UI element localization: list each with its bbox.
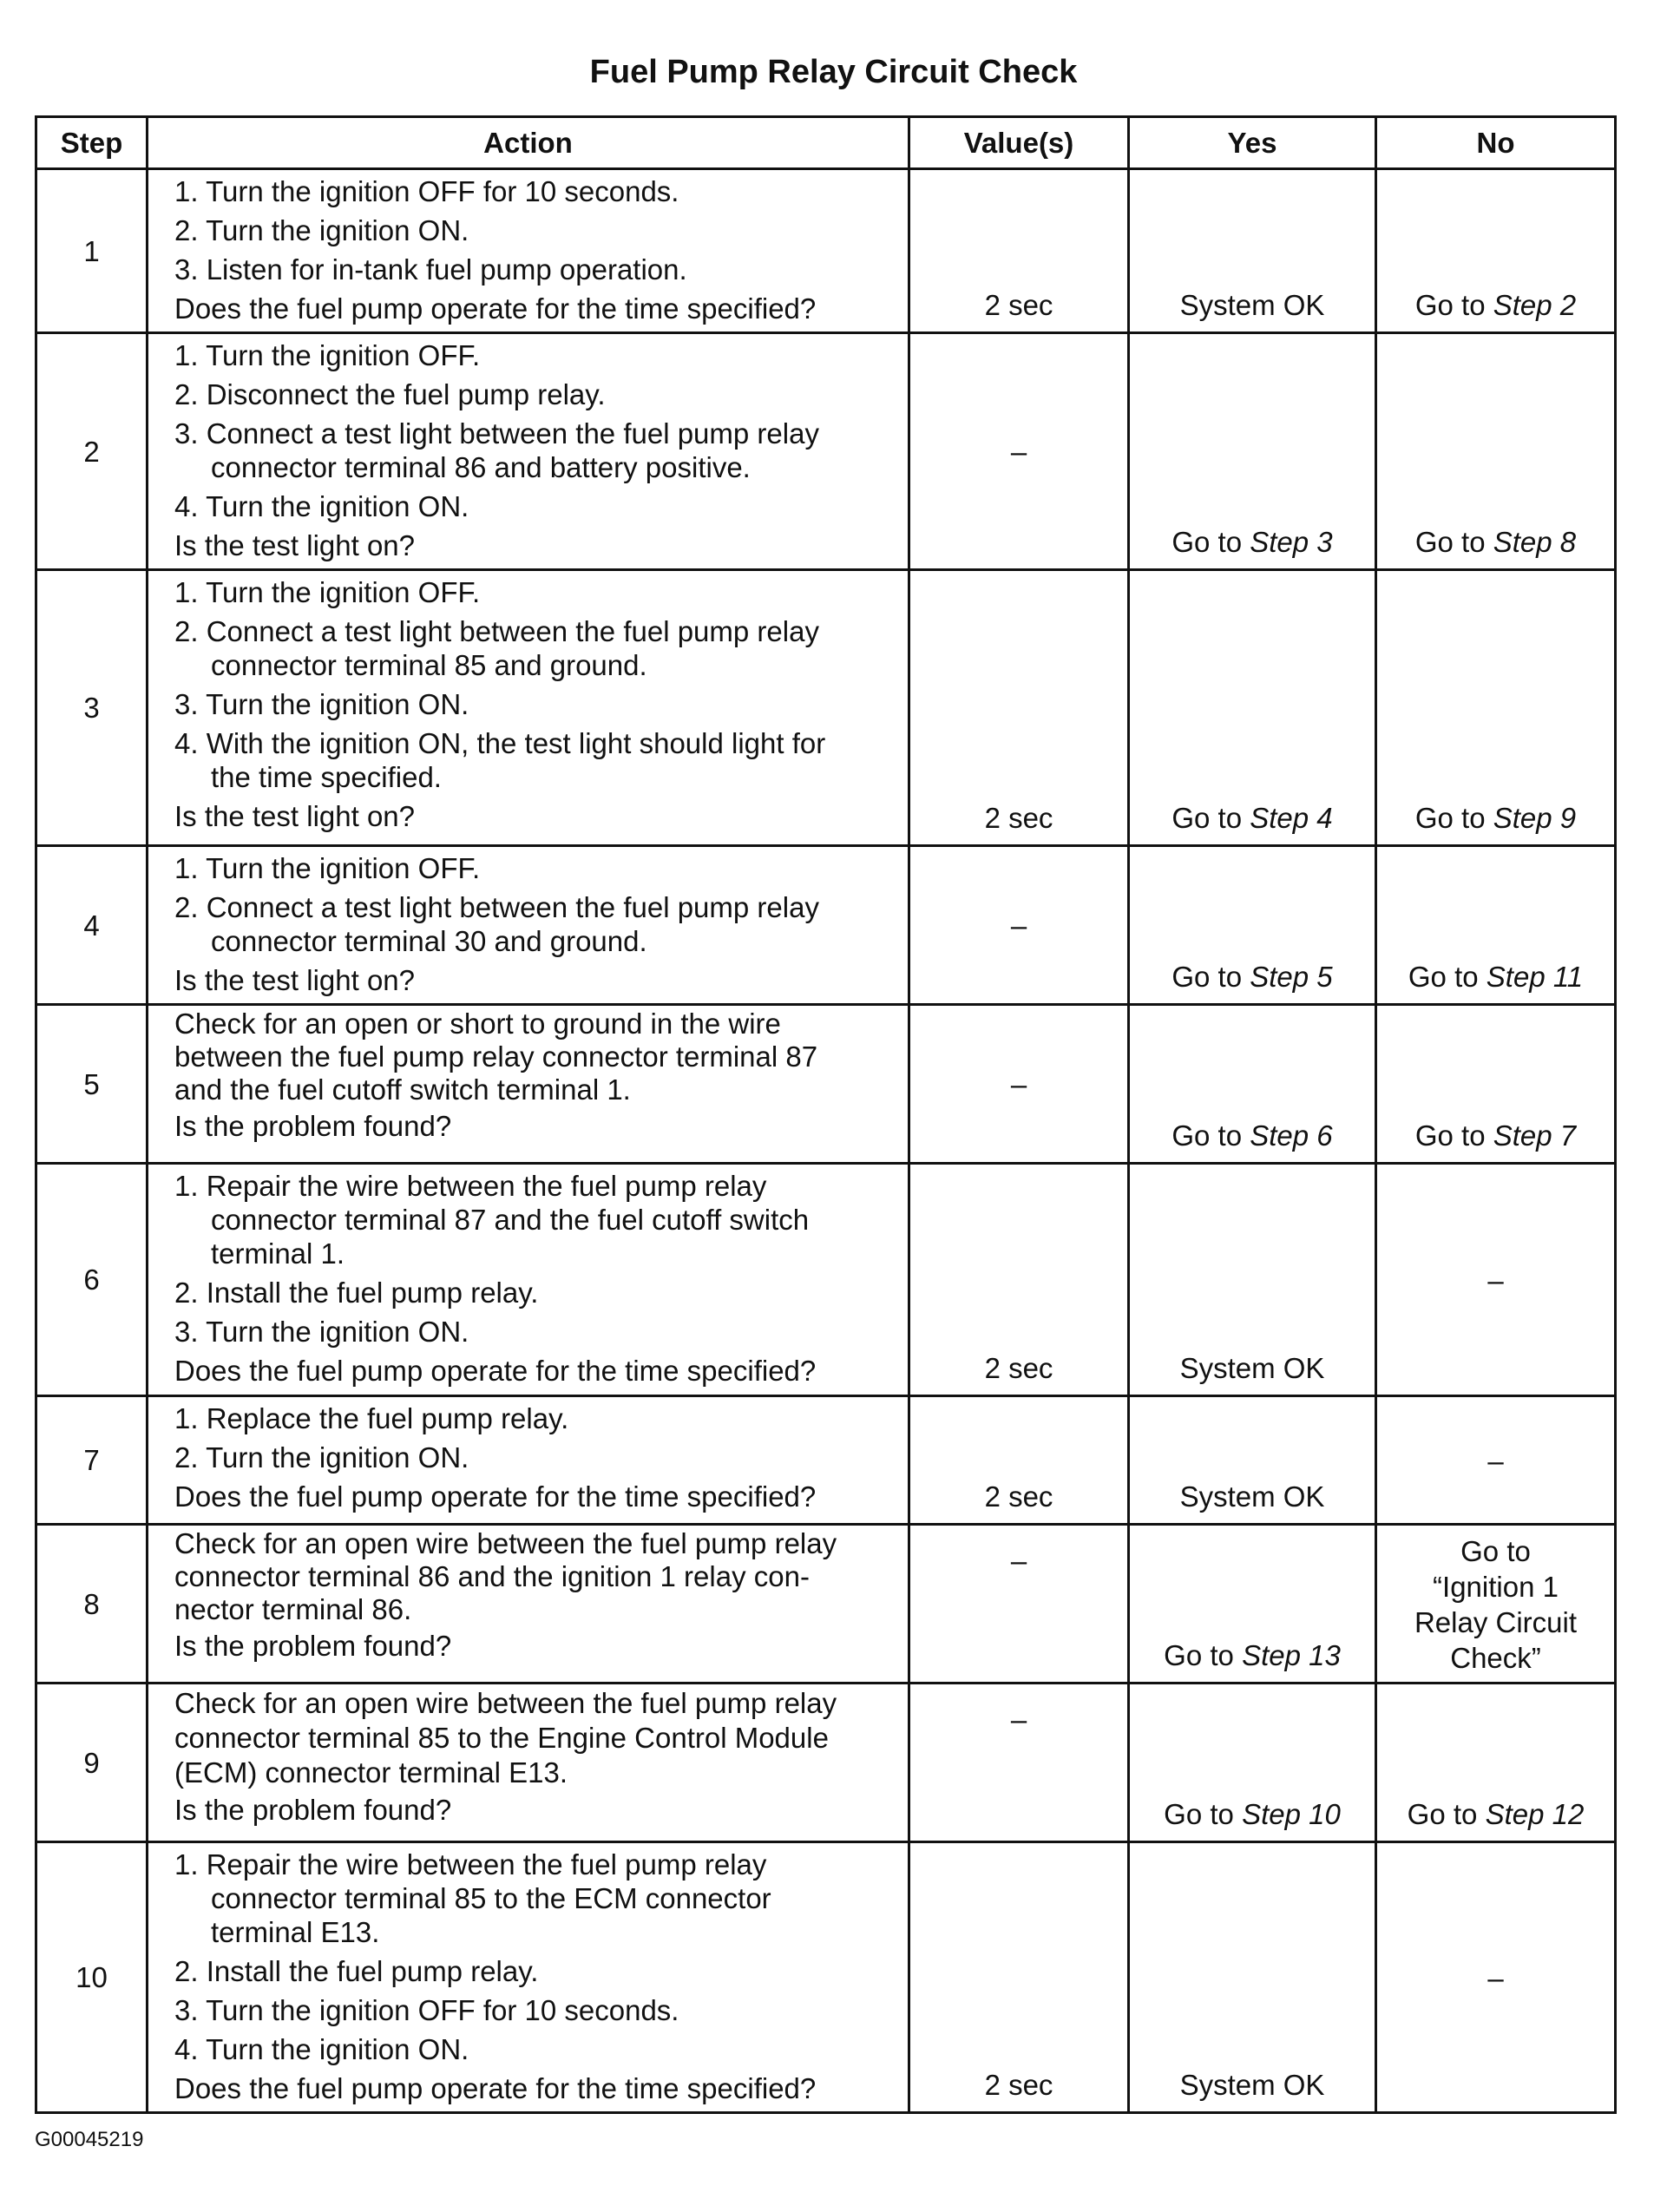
yes-cell: System OK	[1129, 1396, 1376, 1525]
step-link[interactable]: Step 3	[1250, 526, 1333, 558]
action-question: Is the test light on?	[174, 529, 416, 561]
action-cell	[148, 1396, 909, 1525]
action-text-cont: connector terminal 85 to the ECM connector	[211, 1882, 771, 1914]
action-text: 2. Connect a test light between the fuel pump relay	[174, 891, 819, 923]
step-link[interactable]: Step 10	[1242, 1798, 1341, 1830]
yes-prefix: Go to	[1171, 1119, 1250, 1152]
yes-cell	[1129, 570, 1376, 846]
diagnostic-table	[35, 115, 1617, 2114]
step-number: 7	[36, 1396, 148, 1525]
action-line: connector terminal 86 and the ignition 1 relay con-	[174, 1560, 810, 1592]
action-line	[174, 1845, 897, 1952]
cross-reference-link[interactable]: Check”	[1450, 1641, 1541, 1674]
value-cell: –	[909, 1005, 1129, 1164]
value-cell: 2 sec	[909, 570, 1129, 846]
no-cell	[1376, 1684, 1616, 1842]
step-number: 2	[36, 333, 148, 570]
action-question: Is the problem found?	[174, 1630, 452, 1662]
action-text-cont: terminal 1.	[211, 1237, 345, 1270]
step-number: 1	[36, 169, 148, 333]
action-line	[174, 724, 897, 797]
action-cell	[148, 333, 909, 570]
action-line	[174, 888, 897, 961]
action-cell	[148, 1525, 909, 1684]
action-line	[174, 1166, 897, 1273]
action-cell	[148, 1005, 909, 1164]
no-cell: –	[1376, 1396, 1616, 1525]
no-prefix: Go to	[1414, 289, 1493, 321]
value-cell: 2 sec	[909, 169, 1129, 333]
step-link[interactable]: Step 9	[1493, 802, 1577, 834]
action-cell	[148, 169, 909, 333]
no-cell	[1376, 169, 1616, 333]
action-question: Is the test light on?	[174, 800, 416, 832]
cross-reference-link[interactable]: Relay Circuit	[1414, 1605, 1578, 1638]
action-line: between the fuel pump relay connector terminal 87	[174, 1040, 818, 1073]
table-row	[36, 1396, 1616, 1525]
step-number: 10	[36, 1842, 148, 2113]
table-row	[36, 1164, 1616, 1396]
action-text: 1. Repair the wire between the fuel pump relay	[174, 1848, 767, 1881]
action-line: 3. Turn the ignition ON.	[174, 1316, 469, 1348]
yes-cell: System OK	[1129, 1164, 1376, 1396]
yes-cell	[1129, 1005, 1376, 1164]
action-question: Does the fuel pump operate for the time specified?	[174, 1480, 817, 1513]
action-text: 3. Connect a test light between the fuel pump relay	[174, 417, 819, 450]
action-cell	[148, 1164, 909, 1396]
action-cell	[148, 1684, 909, 1842]
step-link[interactable]: Step 8	[1493, 526, 1577, 558]
table-row	[36, 570, 1616, 846]
action-line: connector terminal 85 to the Engine Control Module	[174, 1722, 829, 1754]
table-row	[36, 1842, 1616, 2113]
yes-cell: System OK	[1129, 169, 1376, 333]
no-cell	[1376, 846, 1616, 1005]
action-text: 4. With the ignition ON, the test light should light for	[174, 727, 826, 759]
action-line: 1. Turn the ignition OFF for 10 seconds.	[174, 175, 679, 207]
action-line: 2. Install the fuel pump relay.	[174, 1277, 539, 1309]
action-text-cont: terminal E13.	[211, 1916, 380, 1948]
action-cell	[148, 1842, 909, 2113]
table-row	[36, 1005, 1616, 1164]
header-values: Value(s)	[909, 117, 1129, 169]
action-line: nector terminal 86.	[174, 1593, 412, 1625]
no-cell	[1376, 1005, 1616, 1164]
action-line: 1. Turn the ignition OFF.	[174, 339, 481, 371]
action-text-cont: connector terminal 30 and ground.	[211, 925, 647, 957]
action-text-cont: connector terminal 85 and ground.	[211, 649, 647, 681]
value-cell: 2 sec	[909, 1396, 1129, 1525]
cross-reference-link[interactable]: “Ignition 1	[1433, 1570, 1559, 1603]
step-link[interactable]: Step 6	[1250, 1119, 1333, 1152]
yes-prefix: Go to	[1171, 802, 1250, 834]
action-question: Is the test light on?	[174, 964, 416, 996]
action-line: 2. Turn the ignition ON.	[174, 214, 469, 246]
value-cell: –	[909, 1684, 1129, 1842]
no-prefix: Go to	[1414, 1119, 1493, 1152]
action-line: 1. Turn the ignition OFF.	[174, 576, 481, 608]
no-line: Go to	[1460, 1534, 1531, 1567]
yes-cell	[1129, 1684, 1376, 1842]
action-question: Is the problem found?	[174, 1110, 452, 1142]
step-link[interactable]: Step 11	[1486, 961, 1584, 993]
action-text: 2. Connect a test light between the fuel pump relay	[174, 615, 819, 647]
no-prefix: Go to	[1408, 961, 1487, 993]
no-prefix: Go to	[1407, 1798, 1486, 1830]
step-number: 4	[36, 846, 148, 1005]
action-cell	[148, 570, 909, 846]
action-question: Does the fuel pump operate for the time specified?	[174, 1355, 817, 1387]
action-line: 2. Install the fuel pump relay.	[174, 1955, 539, 1987]
action-text-cont: the time specified.	[211, 761, 442, 793]
figure-id: G00045219	[35, 2128, 144, 2151]
no-cell: –	[1376, 1164, 1616, 1396]
header-no: No	[1376, 117, 1616, 169]
value-cell: 2 sec	[909, 1164, 1129, 1396]
action-line: Check for an open wire between the fuel pump relay	[174, 1527, 837, 1559]
action-line: Check for an open or short to ground in the wire	[174, 1008, 781, 1040]
document-title: Fuel Pump Relay Circuit Check	[589, 54, 1078, 90]
action-line: 4. Turn the ignition ON.	[174, 2033, 469, 2065]
action-question: Is the problem found?	[174, 1794, 452, 1826]
yes-prefix: Go to	[1164, 1798, 1243, 1830]
yes-cell: System OK	[1129, 1842, 1376, 2113]
table-row	[36, 333, 1616, 570]
step-link[interactable]: Step 5	[1250, 961, 1333, 993]
step-link[interactable]: Step 13	[1242, 1639, 1341, 1671]
value-cell: 2 sec	[909, 1842, 1129, 2113]
action-question: Does the fuel pump operate for the time specified?	[174, 2072, 817, 2104]
yes-prefix: Go to	[1171, 526, 1250, 558]
yes-cell	[1129, 1525, 1376, 1684]
action-line: 1. Turn the ignition OFF.	[174, 852, 481, 884]
step-number: 9	[36, 1684, 148, 1842]
action-line: 2. Turn the ignition ON.	[174, 1441, 469, 1474]
action-text-cont: connector terminal 87 and the fuel cutoff switch	[211, 1204, 810, 1236]
value-cell: –	[909, 333, 1129, 570]
step-link[interactable]: Step 12	[1485, 1798, 1585, 1830]
step-number: 5	[36, 1005, 148, 1164]
no-prefix: Go to	[1414, 802, 1493, 834]
no-cell: –	[1376, 1842, 1616, 2113]
action-text: 1. Repair the wire between the fuel pump relay	[174, 1170, 767, 1202]
action-line: 2. Disconnect the fuel pump relay.	[174, 378, 606, 410]
action-line: Check for an open wire between the fuel pump relay	[174, 1687, 837, 1719]
value-cell: –	[909, 846, 1129, 1005]
action-question: Does the fuel pump operate for the time specified?	[174, 292, 817, 325]
step-link[interactable]: Step 7	[1493, 1119, 1577, 1152]
yes-cell	[1129, 846, 1376, 1005]
action-line: 3. Turn the ignition OFF for 10 seconds.	[174, 1994, 679, 2026]
action-line	[174, 414, 897, 487]
header-yes: Yes	[1129, 117, 1376, 169]
action-line: and the fuel cutoff switch terminal 1.	[174, 1073, 631, 1106]
yes-cell	[1129, 333, 1376, 570]
table-row	[36, 169, 1616, 333]
header-step: Step	[36, 117, 148, 169]
no-cell	[1376, 333, 1616, 570]
step-link[interactable]: Step 4	[1250, 802, 1333, 834]
yes-prefix: Go to	[1164, 1639, 1243, 1671]
table-header-row	[36, 117, 1616, 169]
step-number: 8	[36, 1525, 148, 1684]
header-action: Action	[148, 117, 909, 169]
step-number: 6	[36, 1164, 148, 1396]
table-row	[36, 846, 1616, 1005]
table-row	[36, 1684, 1616, 1842]
action-text-cont: connector terminal 86 and battery positive.	[211, 451, 751, 483]
table-row	[36, 1525, 1616, 1684]
yes-prefix: Go to	[1171, 961, 1250, 993]
action-line: 1. Replace the fuel pump relay.	[174, 1402, 569, 1434]
action-cell	[148, 846, 909, 1005]
step-number: 3	[36, 570, 148, 846]
action-line: 3. Listen for in-tank fuel pump operation.	[174, 253, 687, 286]
value-cell: –	[909, 1525, 1129, 1684]
step-link[interactable]: Step 2	[1493, 289, 1577, 321]
no-prefix: Go to	[1414, 526, 1493, 558]
action-line: 3. Turn the ignition ON.	[174, 688, 469, 720]
action-line: (ECM) connector terminal E13.	[174, 1756, 568, 1789]
action-line	[174, 612, 897, 685]
no-cell	[1376, 1525, 1616, 1684]
action-line: 4. Turn the ignition ON.	[174, 490, 469, 522]
no-cell	[1376, 570, 1616, 846]
